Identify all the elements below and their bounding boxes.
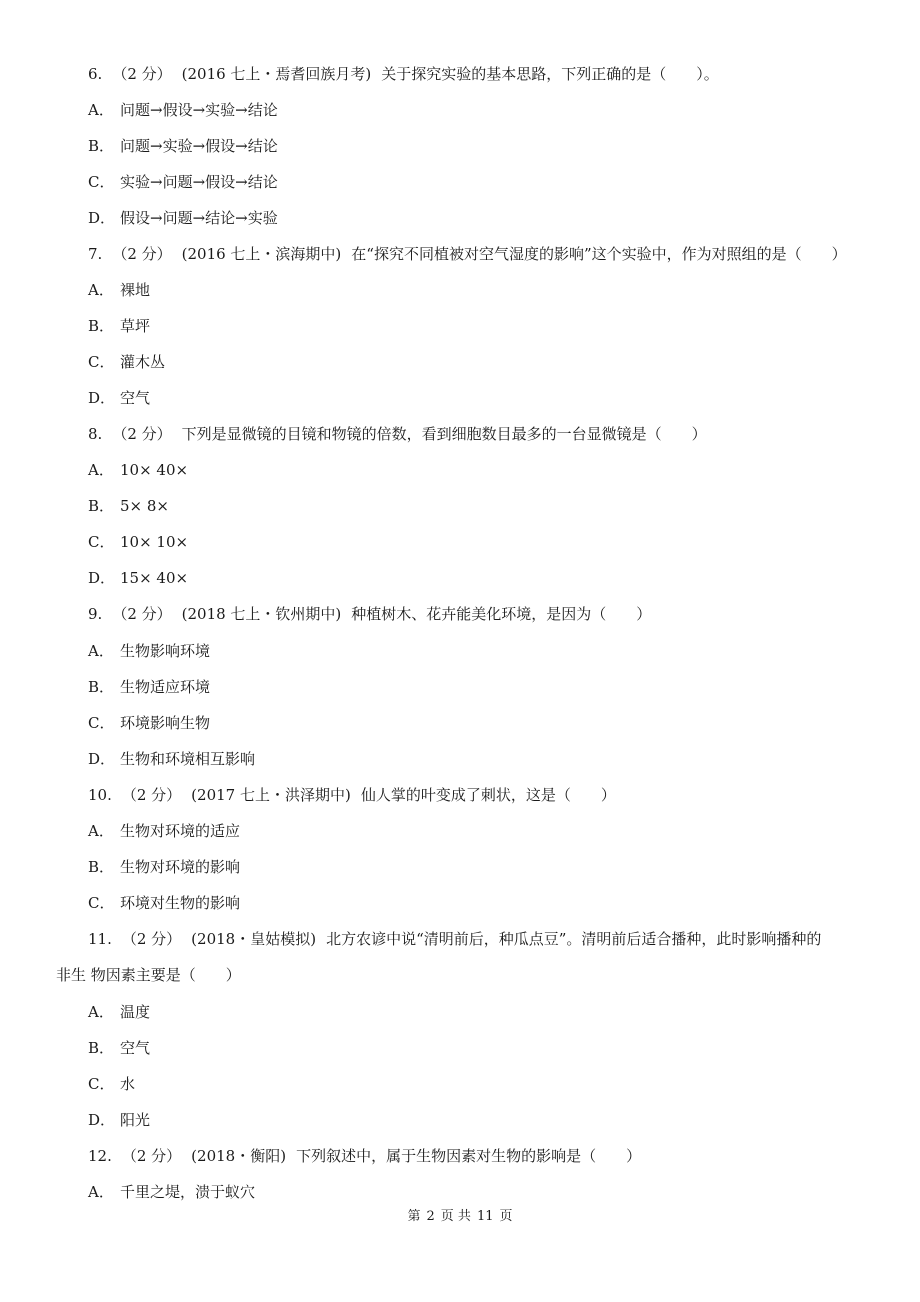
option-text: 草坪	[120, 317, 151, 335]
question-source: (2018・衡阳)	[191, 1147, 287, 1165]
question-11-continuation: 非生 物因素主要是（ ）	[56, 966, 241, 984]
option-text: 千里之堤，溃于蚁穴	[120, 1183, 256, 1201]
option-9c	[88, 713, 210, 733]
option-letter: A．	[88, 1183, 114, 1201]
option-text: 问题→实验→假设→结论	[120, 137, 278, 155]
option-letter: B．	[88, 858, 115, 876]
option-text: 空气	[120, 389, 151, 407]
option-letter: B．	[88, 1039, 115, 1057]
option-7b	[88, 316, 150, 336]
option-letter: C．	[88, 173, 115, 191]
question-stem: 关于探究实验的基本思路，下列正确的是（ ）。	[381, 65, 719, 83]
option-letter: B．	[88, 317, 115, 335]
option-text: 5× 8×	[120, 497, 169, 515]
question-11	[88, 929, 821, 949]
option-text: 问题→假设→实验→结论	[120, 101, 278, 119]
question-8	[88, 424, 707, 444]
question-number: 7.	[88, 245, 103, 263]
option-text: 灌木丛	[120, 353, 166, 371]
option-text: 生物对环境的适应	[120, 822, 241, 840]
question-6	[88, 64, 719, 84]
footer-suffix: 页	[499, 1209, 513, 1224]
option-text: 空气	[120, 1039, 151, 1057]
question-number: 12.	[88, 1147, 112, 1165]
option-text: 裸地	[120, 281, 151, 299]
option-letter: C．	[88, 1075, 115, 1093]
option-text: 生物影响环境	[120, 642, 211, 660]
option-letter: D．	[88, 1111, 116, 1129]
question-number: 6.	[88, 65, 103, 83]
option-7d	[88, 388, 150, 408]
option-text: 温度	[120, 1003, 151, 1021]
option-text: 水	[120, 1075, 136, 1093]
footer-total-pages: 11	[476, 1209, 494, 1224]
option-10a	[88, 821, 240, 841]
option-letter: D．	[88, 389, 116, 407]
question-score: （2 分）	[112, 245, 172, 263]
question-source: (2016 七上・滨海期中)	[181, 245, 342, 263]
option-text: 假设→问题→结论→实验	[120, 209, 278, 227]
option-text: 生物对环境的影响	[120, 858, 241, 876]
option-12a	[88, 1182, 255, 1202]
option-8d	[88, 568, 188, 588]
question-number: 8.	[88, 425, 103, 443]
option-letter: A．	[88, 642, 114, 660]
option-letter: A．	[88, 822, 114, 840]
question-score: （2 分）	[121, 930, 182, 948]
question-score: （2 分）	[121, 1147, 182, 1165]
option-8a	[88, 460, 188, 480]
option-text: 10× 10×	[120, 533, 189, 551]
option-6d	[88, 208, 278, 228]
question-12	[88, 1146, 641, 1166]
option-letter: A．	[88, 1003, 114, 1021]
option-letter: C．	[88, 894, 115, 912]
option-11a	[88, 1002, 150, 1022]
option-letter: B．	[88, 678, 115, 696]
option-text: 生物和环境相互影响	[120, 750, 256, 768]
question-score: （2 分）	[112, 65, 172, 83]
option-text: 环境影响生物	[120, 714, 211, 732]
option-text: 阳光	[120, 1111, 151, 1129]
question-stem: 在“探究不同植被对空气湿度的影响”这个实验中，作为对照组的是（ ）	[351, 245, 847, 263]
question-number: 11.	[88, 930, 112, 948]
option-letter: C．	[88, 353, 115, 371]
question-stem: 仙人掌的叶变成了刺状，这是（ ）	[360, 786, 616, 804]
option-11b	[88, 1038, 150, 1058]
option-6c	[88, 172, 278, 192]
option-text: 环境对生物的影响	[120, 894, 241, 912]
option-7c	[88, 352, 165, 372]
option-9a	[88, 641, 210, 661]
option-letter: C．	[88, 533, 115, 551]
question-7	[88, 244, 847, 264]
question-stem: 北方农谚中说“清明前后，种瓜点豆”。清明前后适合播种，此时影响播种的	[326, 930, 822, 948]
option-8c	[88, 532, 188, 552]
option-9d	[88, 749, 255, 769]
question-source: (2018・皇姑模拟)	[191, 930, 317, 948]
option-letter: A．	[88, 461, 114, 479]
option-7a	[88, 280, 150, 300]
option-letter: D．	[88, 569, 116, 587]
question-score: （2 分）	[121, 786, 182, 804]
question-9	[88, 604, 651, 624]
question-source: (2018 七上・钦州期中)	[181, 605, 342, 623]
option-11c	[88, 1074, 135, 1094]
question-number: 9.	[88, 605, 103, 623]
option-letter: A．	[88, 101, 114, 119]
option-10c	[88, 893, 240, 913]
option-6b	[88, 136, 278, 156]
option-6a	[88, 100, 278, 120]
option-text: 生物适应环境	[120, 678, 211, 696]
question-stem: 下列是显微镜的目镜和物镜的倍数，看到细胞数目最多的一台显微镜是（ ）	[181, 425, 707, 443]
option-text: 实验→问题→假设→结论	[120, 173, 278, 191]
question-stem: 种植树木、花卉能美化环境，是因为（ ）	[351, 605, 652, 623]
option-letter: A．	[88, 281, 114, 299]
question-stem: 下列叙述中，属于生物因素对生物的影响是（ ）	[296, 1147, 642, 1165]
option-letter: B．	[88, 137, 115, 155]
page-footer	[0, 1208, 920, 1226]
footer-prefix: 第	[407, 1209, 421, 1224]
question-source: (2017 七上・洪泽期中)	[191, 786, 351, 804]
option-letter: B．	[88, 497, 115, 515]
question-10	[88, 785, 616, 805]
footer-page-number: 2	[426, 1209, 435, 1224]
footer-mid: 页 共	[440, 1209, 471, 1224]
option-letter: C．	[88, 714, 115, 732]
option-letter: D．	[88, 209, 116, 227]
option-text: 15× 40×	[120, 569, 189, 587]
question-source: (2016 七上・焉耆回族月考)	[181, 65, 372, 83]
question-score: （2 分）	[112, 425, 172, 443]
option-letter: D．	[88, 750, 116, 768]
option-11d	[88, 1110, 150, 1130]
option-9b	[88, 677, 210, 697]
option-text: 10× 40×	[120, 461, 189, 479]
option-8b	[88, 496, 169, 516]
question-score: （2 分）	[112, 605, 172, 623]
option-10b	[88, 857, 240, 877]
question-number: 10.	[88, 786, 112, 804]
